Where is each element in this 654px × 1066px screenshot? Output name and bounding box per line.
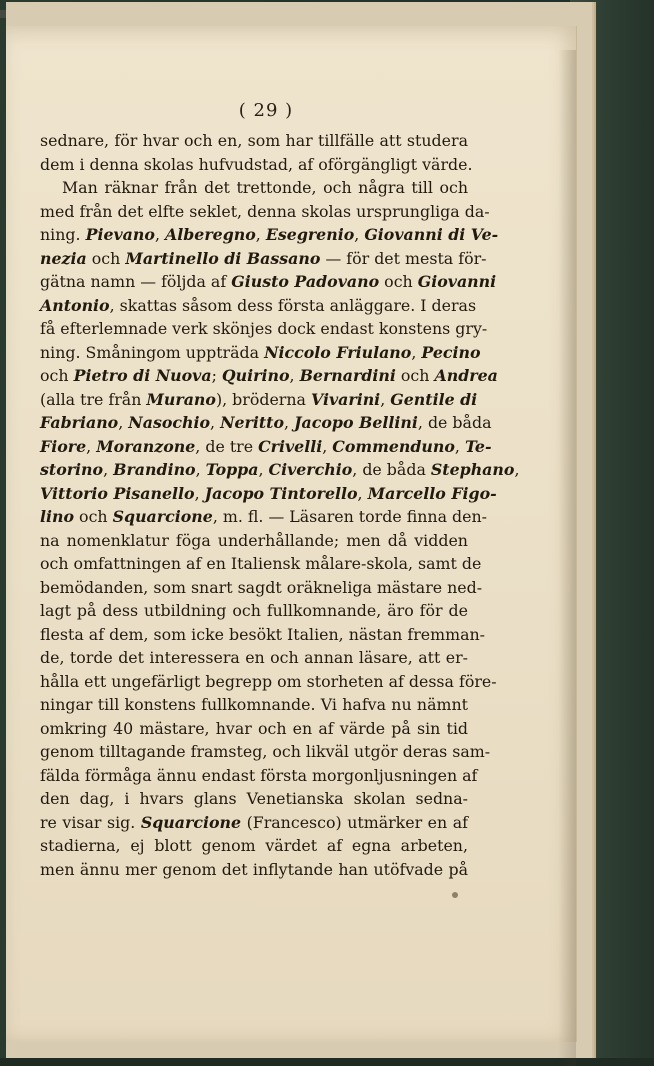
text-line: med från det elfte seklet, denna skolas ursprungliga da- xyxy=(40,201,490,221)
text-span: , xyxy=(86,436,97,456)
italic-name: Neritto xyxy=(220,413,285,432)
italic-name: Fiore xyxy=(40,436,87,456)
italic-name: Civerchio xyxy=(268,460,353,479)
text-line: och omfattningen af en Italiensk målare-skola, samt de xyxy=(40,554,482,573)
text-span: (Francesco) utmärker en af xyxy=(241,812,468,832)
italic-name: Antonio xyxy=(40,295,110,315)
text-line xyxy=(40,364,498,388)
text-line: genom tilltagande framsteg, och likväl utgör deras sam- xyxy=(40,742,491,761)
text-span: , xyxy=(289,366,300,385)
italic-name: Martinello di Bassano xyxy=(125,248,321,268)
italic-name: Murano xyxy=(146,389,216,409)
italic-name: storino xyxy=(40,460,104,479)
text-line: hålla ett ungefärligt begrepp om storheten af dessa före- xyxy=(40,671,497,691)
text-line: na nomenklatur föga underhållande; men då vidden xyxy=(40,530,468,550)
text-span: och xyxy=(379,272,418,291)
text-span: , xyxy=(118,413,129,432)
text-line xyxy=(40,435,492,459)
text-span: , xyxy=(357,483,368,503)
ink-speck xyxy=(452,892,458,898)
text-line: dem i denna skolas hufvudstad, af oförgängligt värde. xyxy=(40,154,473,174)
text-line: den dag, i hvars glans Venetianska skolan sedna- xyxy=(40,789,468,808)
text-span: , de båda xyxy=(352,460,431,479)
italic-name: Fabriano xyxy=(40,413,119,432)
italic-name: Toppa xyxy=(205,460,259,479)
italic-name: Esegrenio xyxy=(265,225,355,244)
italic-name: nezia xyxy=(40,248,87,268)
text-span: och xyxy=(395,366,435,385)
text-line: bemödanden, som snart sagdt oräkneliga mästare ned- xyxy=(40,577,483,597)
italic-name: Nasochio xyxy=(128,413,211,432)
text-line xyxy=(40,270,497,294)
italic-name: Squarcione xyxy=(140,812,242,832)
text-span: , xyxy=(195,460,206,479)
text-line xyxy=(40,811,468,835)
text-line: ningar till konstens fullkomnande. Vi hafva nu nämnt xyxy=(40,695,468,714)
page-body-text xyxy=(40,129,520,881)
text-line xyxy=(40,505,487,529)
text-line: stadierna, ej blott genom värdet af egna arbeten, xyxy=(40,836,468,855)
book-page xyxy=(6,26,577,1042)
text-span: ; xyxy=(211,366,222,385)
text-line xyxy=(40,341,481,365)
italic-name: Marcello Figo- xyxy=(367,483,497,503)
text-span: , xyxy=(255,225,266,244)
italic-name: Te- xyxy=(464,436,492,456)
text-span: och xyxy=(74,507,113,526)
text-line xyxy=(40,482,497,506)
text-span: , xyxy=(514,460,520,479)
text-line xyxy=(40,388,478,412)
italic-name: Giovanni di Ve- xyxy=(364,225,499,244)
italic-name: Vittorio Pisanello xyxy=(40,483,195,503)
italic-name: Pietro di Nuova xyxy=(73,366,212,385)
text-span: ning. xyxy=(40,225,86,244)
italic-name: Giusto Padovano xyxy=(231,272,380,291)
italic-name: Quirino xyxy=(221,366,290,385)
text-span: , xyxy=(322,436,333,456)
italic-name: Moranzone xyxy=(96,436,196,456)
text-line xyxy=(40,458,520,482)
text-span: — för det mesta för- xyxy=(320,248,487,268)
text-span: , xyxy=(210,413,221,432)
text-span: re visar sig. xyxy=(40,812,141,832)
text-span: , xyxy=(154,225,165,244)
text-span: och xyxy=(86,248,126,268)
italic-name: Brandino xyxy=(113,460,196,479)
text-span: , xyxy=(354,225,365,244)
text-line: Man räknar från det trettonde, och några till och xyxy=(62,178,468,197)
italic-name: Stephano xyxy=(430,460,515,479)
italic-name: Squarcione xyxy=(112,507,213,526)
text-span: , xyxy=(258,460,269,479)
italic-name: Alberegno xyxy=(164,225,256,244)
text-span: , de båda xyxy=(417,413,492,432)
text-line: lagt på dess utbildning och fullkomnande, äro för de xyxy=(40,601,468,620)
text-line: sednare, för hvar och en, som har tillfälle att studera xyxy=(40,131,468,150)
italic-name: Giovanni xyxy=(417,272,497,291)
text-span: , skattas såsom dess första anläggare. I deras xyxy=(109,295,477,315)
text-span: och xyxy=(40,366,74,385)
text-span: , xyxy=(284,413,295,432)
text-span: , m. fl. — Läsaren torde finna den- xyxy=(212,507,487,526)
text-span: ning. Småningom uppträda xyxy=(40,342,265,362)
text-line xyxy=(40,294,477,318)
italic-name: Niccolo Friulano xyxy=(264,342,412,362)
text-line: få efterlemnade verk skönjes dock endast konstens gry- xyxy=(40,319,488,338)
italic-name: Gentile di xyxy=(390,389,478,409)
italic-name: Crivelli xyxy=(258,436,323,456)
text-span: , xyxy=(103,460,114,479)
text-span: gätna namn — följda af xyxy=(40,272,232,291)
text-line: men ännu mer genom det inflytande han utöfvade på xyxy=(40,859,468,879)
page-stack xyxy=(6,2,592,1058)
italic-name: Pecino xyxy=(421,342,481,362)
text-line: omkring 40 mästare, hvar och en af värde på sin tid xyxy=(40,718,468,738)
italic-name: Andrea xyxy=(434,366,498,385)
page-number: ( 29 ) xyxy=(238,100,294,121)
italic-name: Commenduno xyxy=(332,436,455,456)
text-span: , de tre xyxy=(195,436,259,456)
italic-name: lino xyxy=(40,507,75,526)
italic-name: Bernardini xyxy=(299,366,396,385)
italic-name: Pievano xyxy=(85,225,155,244)
text-line xyxy=(40,247,487,271)
text-line: fälda förmåga ännu endast första morgonljusningen af xyxy=(40,765,478,785)
text-line: flesta af dem, som icke besökt Italien, nästan fremman- xyxy=(40,624,485,644)
text-span: , xyxy=(194,483,205,503)
text-line: de, torde det interessera en och annan läsare, att er- xyxy=(40,648,468,667)
text-span: , xyxy=(454,436,465,456)
text-line xyxy=(40,223,499,247)
italic-name: Jacopo Tintorello xyxy=(204,483,358,503)
text-span: , xyxy=(411,342,422,362)
page-gutter-shadow xyxy=(558,50,576,1066)
italic-name: Jacopo Bellini xyxy=(294,413,418,432)
italic-name: Vivarini xyxy=(310,389,381,409)
text-span: (alla tre från xyxy=(40,389,147,409)
text-span: , xyxy=(380,389,391,409)
text-span: ), bröderna xyxy=(215,389,311,409)
text-line xyxy=(40,411,492,435)
